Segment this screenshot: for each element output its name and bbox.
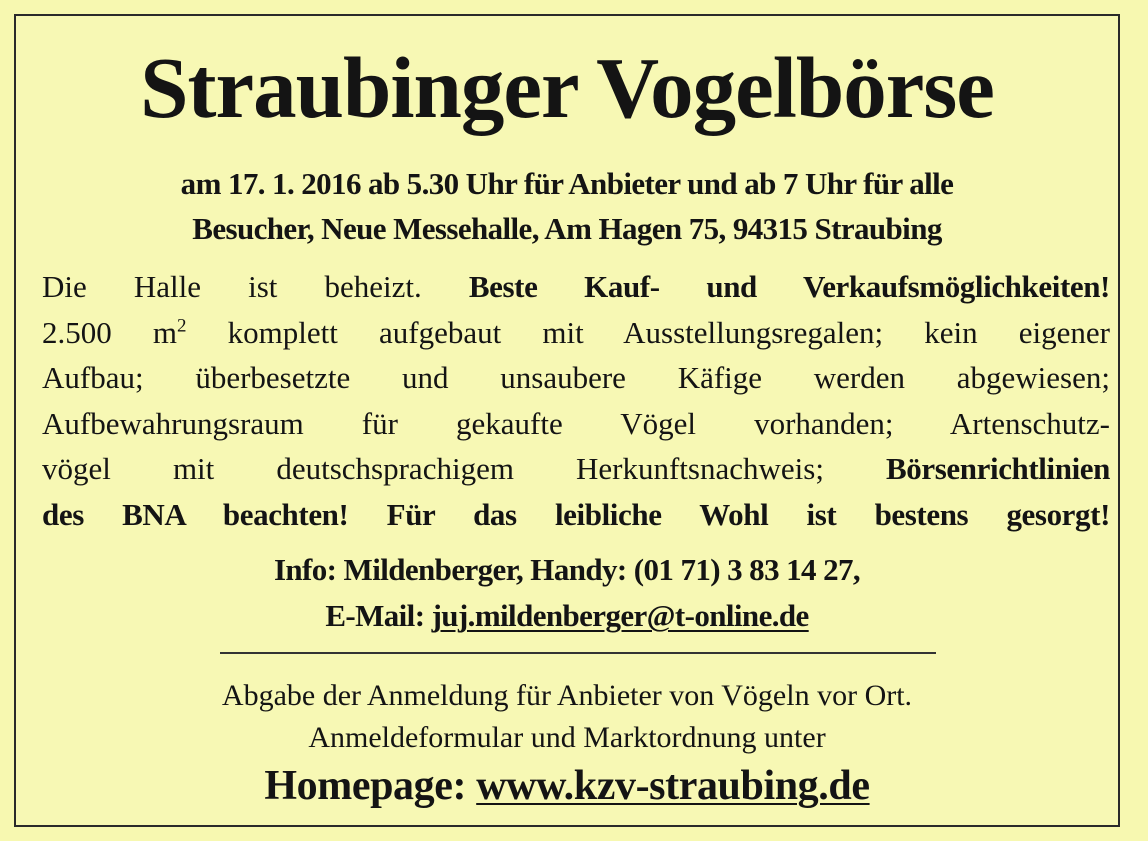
best-deals-text: Beste Kauf- und Verkaufsmöglichkeiten! xyxy=(468,269,1110,304)
body-line-5 xyxy=(42,446,1110,492)
hall-area-text: 2.500 m xyxy=(42,314,178,350)
ad-body-text xyxy=(42,264,1110,537)
event-venue-line: Besucher, Neue Messehalle, Am Hagen 75, 94315 Straubing xyxy=(192,211,942,246)
body-line-2 xyxy=(42,310,1110,356)
advertisement-box xyxy=(14,14,1120,827)
body-line-6: des BNA beachten! Für das leibliche Wohl ist bestens gesorgt! xyxy=(42,496,1110,532)
registration-note-line-1: Abgabe der Anmeldung für Anbieter von Vögeln vor Ort. xyxy=(221,679,913,712)
body-line-3: Aufbau; überbesetzte und unsaubere Käfige werden abgewiesen; xyxy=(42,360,1110,395)
square-superscript: 2 xyxy=(177,315,187,337)
setup-text: komplett aufgebaut mit Ausstellungsregalen; kein eigener xyxy=(227,314,1110,350)
contact-email-line xyxy=(16,596,1118,636)
exchange-rules-text: Börsenrichtlinien xyxy=(886,451,1110,486)
homepage-label: Homepage: xyxy=(264,763,467,809)
event-date-line: am 17. 1. 2016 ab 5.30 Uhr für Anbieter und ab 7 Uhr für alle xyxy=(180,166,954,201)
email-label: E-Mail: xyxy=(325,598,425,633)
divider-rule xyxy=(220,652,936,654)
species-protection-text: vögel mit deutschsprachigem Herkunftsnachweis; xyxy=(42,451,824,486)
ad-title: Straubinger Vogelbörse xyxy=(140,39,994,136)
contact-phone-line: Info: Mildenberger, Handy: (01 71) 3 83 14 27, xyxy=(273,552,861,587)
homepage-line xyxy=(16,759,1118,813)
body-line-1 xyxy=(42,264,1110,310)
body-line-4: Aufbewahrungsraum für gekaufte Vögel vorhanden; Artenschutz- xyxy=(42,405,1110,441)
homepage-link[interactable]: www.kzv-straubing.de xyxy=(476,763,870,809)
email-link[interactable]: juj.mildenberger@t-online.de xyxy=(431,598,809,633)
hall-heated-text: Die Halle ist beheizt. xyxy=(42,269,422,304)
registration-note-line-2: Anmeldeformular und Marktordnung unter xyxy=(308,721,826,754)
